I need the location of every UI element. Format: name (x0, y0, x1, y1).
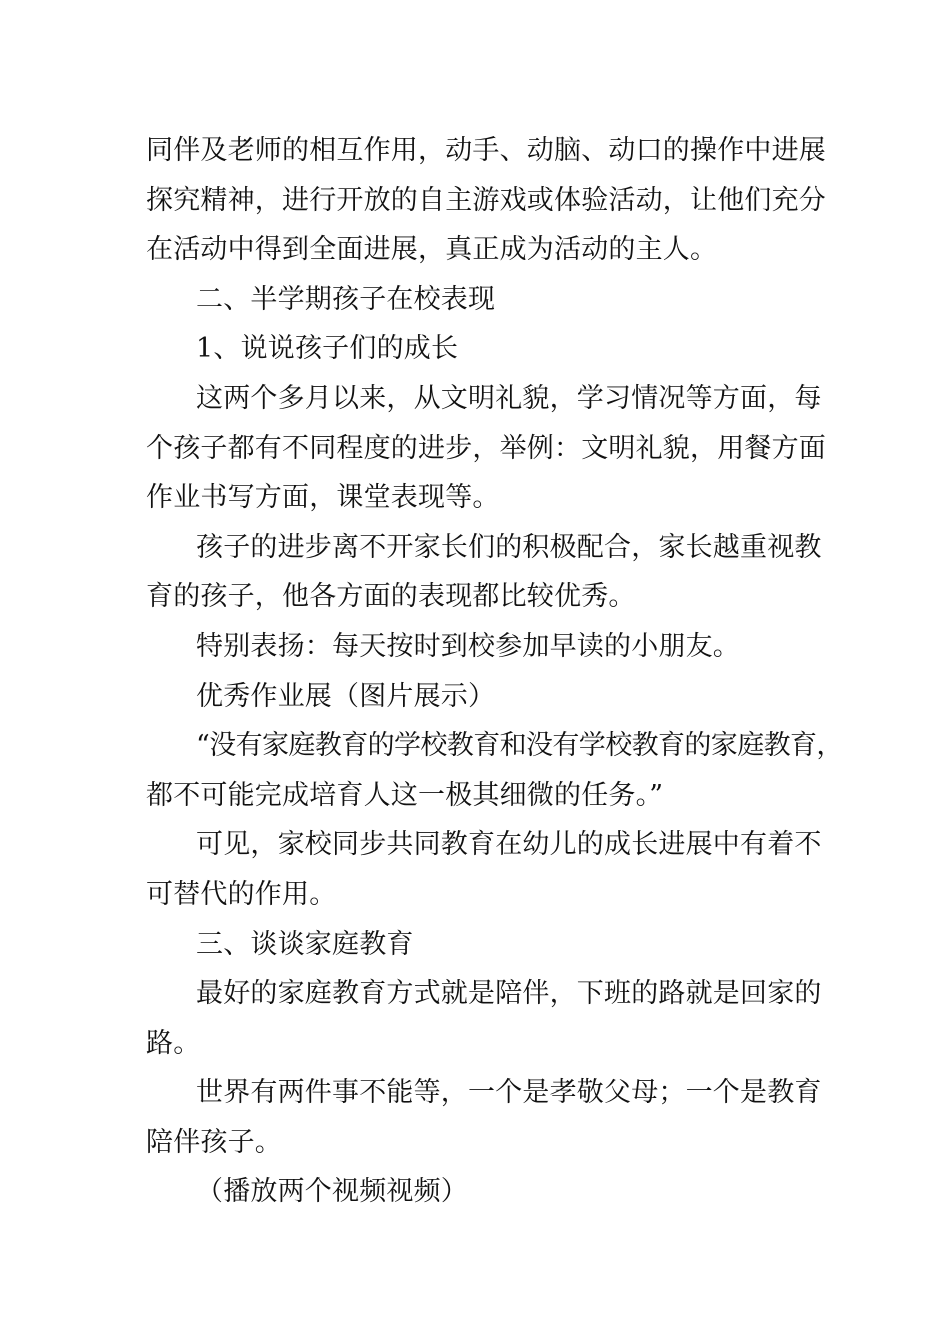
body-line: （播放两个视频视频） (196, 1176, 468, 1208)
subsection-heading: 1、说说孩子们的成长 (196, 333, 459, 365)
body-line: 作业书写方面，课堂表现等。 (146, 482, 500, 514)
body-line: 同伴及老师的相互作用，动手、动脑、动口的操作中进展 (146, 135, 826, 166)
body-line: 世界有两件事不能等，一个是孝敬父母；一个是教育 (196, 1077, 822, 1109)
body-line: 路。 (146, 1027, 201, 1059)
body-line: 育的孩子，他各方面的表现都比较优秀。 (146, 581, 636, 613)
section-heading: 三、谈谈家庭教育 (196, 928, 414, 960)
quote-line: “没有家庭教育的学校教育和没有学校教育的家庭教育， (196, 730, 843, 762)
body-line: 最好的家庭教育方式就是陪伴，下班的路就是回家的 (196, 978, 822, 1010)
document-body (146, 126, 843, 1217)
body-line: 陪伴孩子。 (146, 1126, 282, 1158)
body-line: 特别表扬：每天按时到校参加早读的小朋友。 (196, 630, 740, 662)
body-line: 孩子的进步离不开家长们的积极配合，家长越重视教 (196, 531, 822, 563)
body-line: 可替代的作用。 (146, 878, 337, 910)
body-line: 优秀作业展（图片展示） (196, 680, 496, 712)
body-line: 可见，家校同步共同教育在幼儿的成长进展中有着不 (196, 829, 822, 861)
body-line: 这两个多月以来，从文明礼貌，学习情况等方面，每 (196, 382, 822, 414)
body-line: 在活动中得到全面进展，真正成为活动的主人。 (146, 234, 718, 266)
body-line: 探究精神，进行开放的自主游戏或体验活动，让他们充分 (146, 184, 826, 216)
body-line: 个孩子都有不同程度的进步，举例：文明礼貌，用餐方面 (146, 432, 826, 464)
quote-line: 都不可能完成培育人这一极其细微的任务。” (146, 779, 664, 811)
section-heading: 二、半学期孩子在校表现 (196, 283, 496, 315)
